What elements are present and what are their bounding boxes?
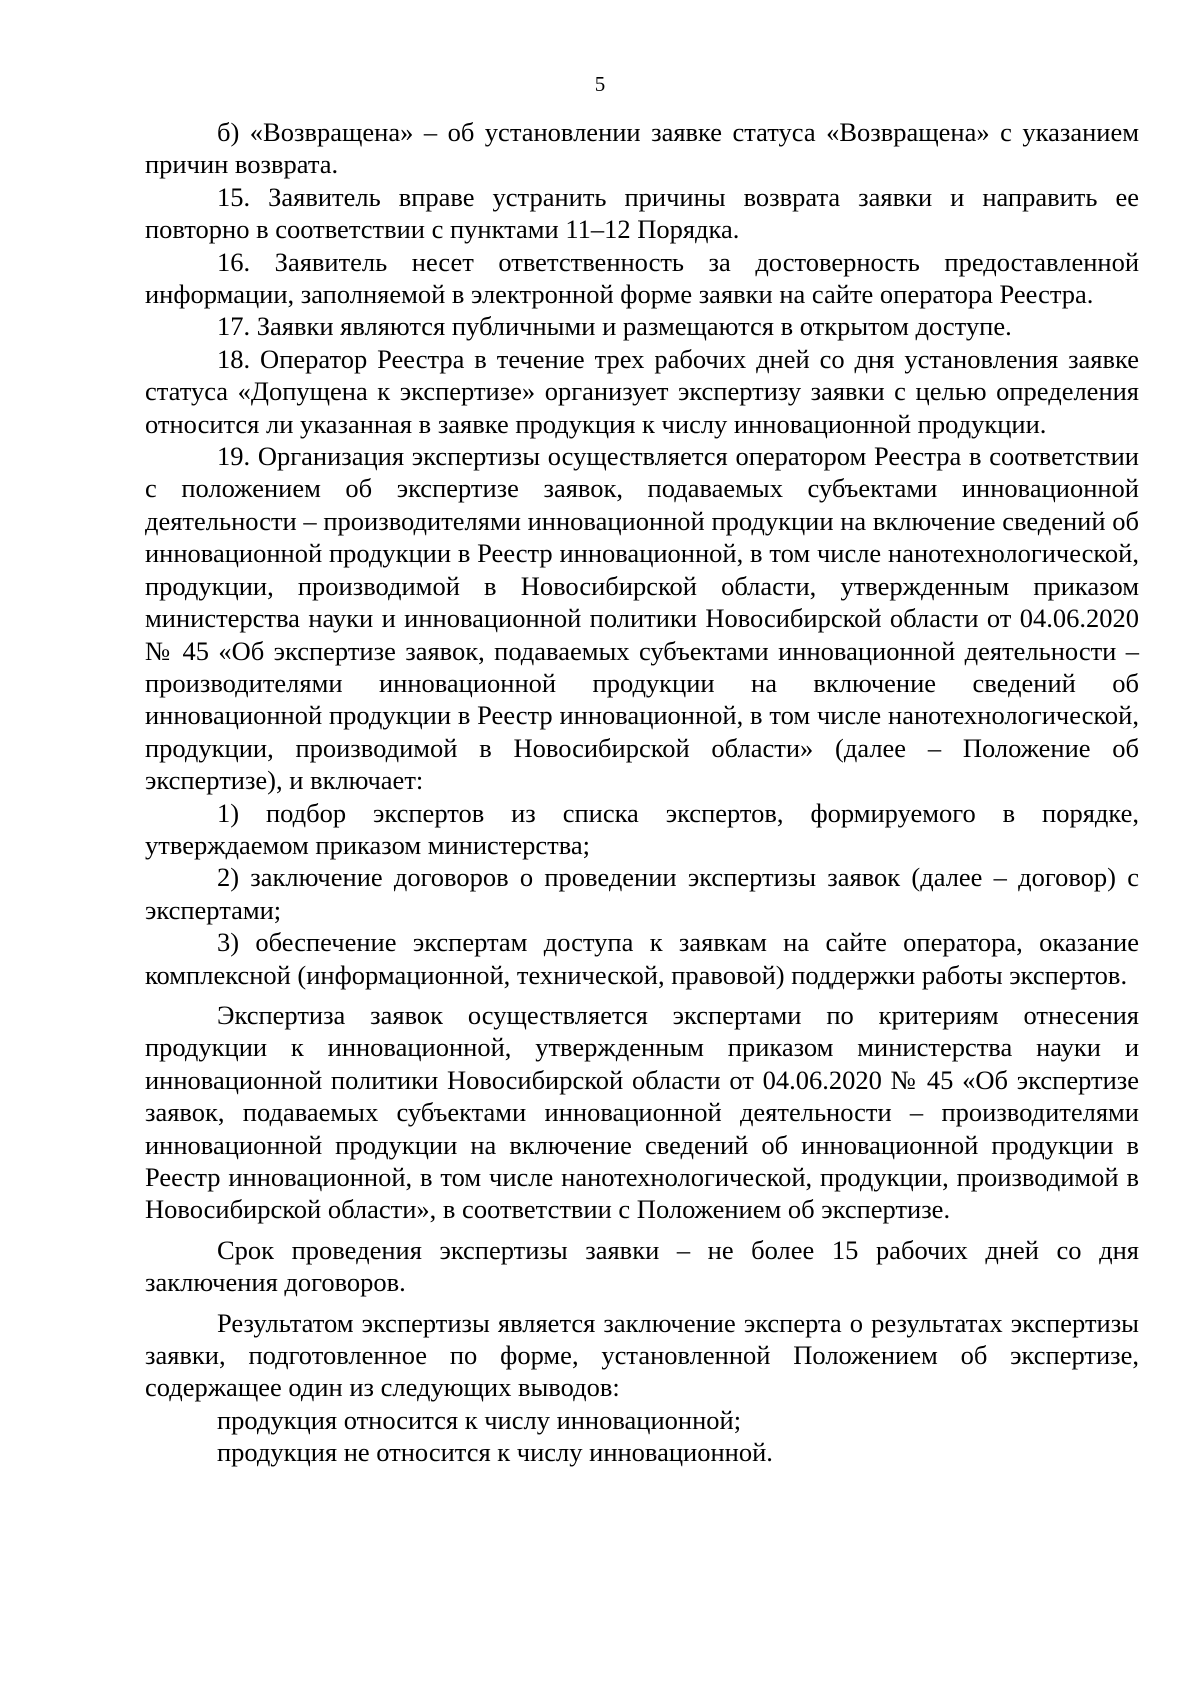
list-item-1: 1) подбор экспертов из списка экспертов, формируемого в порядке, утверждаемом приказом министерства; [145,797,1139,860]
paragraph-18: 18. Оператор Реестра в течение трех рабочих дней со дня установления заявке статуса «Допущена к экспертизе» организует экспертизу заявки с целью определения относится ли указанная в заявке продукция к числу инновационной продукции. [145,343,1139,439]
page-number: 5 [594,72,606,96]
conclusion-option-innovative: продукция относится к числу инновационной; [217,1404,742,1435]
paragraph-19: 19. Организация экспертизы осуществляется оператором Реестра в соответствии с положением об экспертизе заявок, подаваемых субъектами инновационной деятельности – производителями инновационной продукции на включение сведений об инновационной продукции в Реестр инновационной, в том числе нанотехнологической, продукции, производимой в Новосибирской области, утвержденным приказом министерства науки и инновационной политики Новосибирской области от 04.06.2020 № 45 «Об экспертизе заявок, подаваемых субъектами инновационной деятельности – производителями инновационной продукции на включение сведений об инновационной продукции в Реестр инновационной, в том числе нанотехнологической, продукции, производимой в Новосибирской области» (далее – Положение об экспертизе), и включает: [145,441,1139,796]
list-item-3: 3) обеспечение экспертам доступа к заявкам на сайте оператора, оказание комплексной (информационной, технической, правовой) поддержки работы экспертов. [145,927,1139,990]
paragraph-15: 15. Заявитель вправе устранить причины возврата заявки и направить ее повторно в соответствии с пунктами 11–12 Порядка. [145,181,1139,245]
list-item-2: 2) заключение договоров о проведении экспертизы заявок (далее – договор) с экспертами; [145,862,1139,925]
paragraph-status-returned: б) «Возвращена» – об установлении заявке статуса «Возвращена» с указанием причин возврата. [145,117,1139,180]
paragraph-16: 16. Заявитель несет ответственность за достоверность предоставленной информации, заполняемой в электронной форме заявки на сайте оператора Реестра. [145,246,1139,310]
paragraph-expertise-term: Срок проведения экспертизы заявки – не более 15 рабочих дней со дня заключения договоров. [145,1234,1139,1298]
conclusion-option-not-innovative: продукция не относится к числу инновационной. [217,1437,773,1468]
paragraph-expertise-criteria: Экспертиза заявок осуществляется экспертами по критериям отнесения продукции к инновационной, утвержденным приказом министерства науки и инновационной политики Новосибирской области от 04.06.2020 № 45 «Об экспертизе заявок, подаваемых субъектами инновационной деятельности – производителями инновационной продукции на включение сведений об инновационной продукции в Реестр инновационной, в том числе нанотехнологической, продукции, производимой в Новосибирской области», в соответствии с Положением об экспертизе. [145,999,1139,1225]
paragraph-17: 17. Заявки являются публичными и размещаются в открытом доступе. [217,311,1012,342]
paragraph-expertise-result: Результатом экспертизы является заключение эксперта о результатах экспертизы заявки, подготовленное по форме, установленной Положением об экспертизе, содержащее один из следующих выводов: [145,1307,1139,1403]
document-body [145,116,1139,1469]
